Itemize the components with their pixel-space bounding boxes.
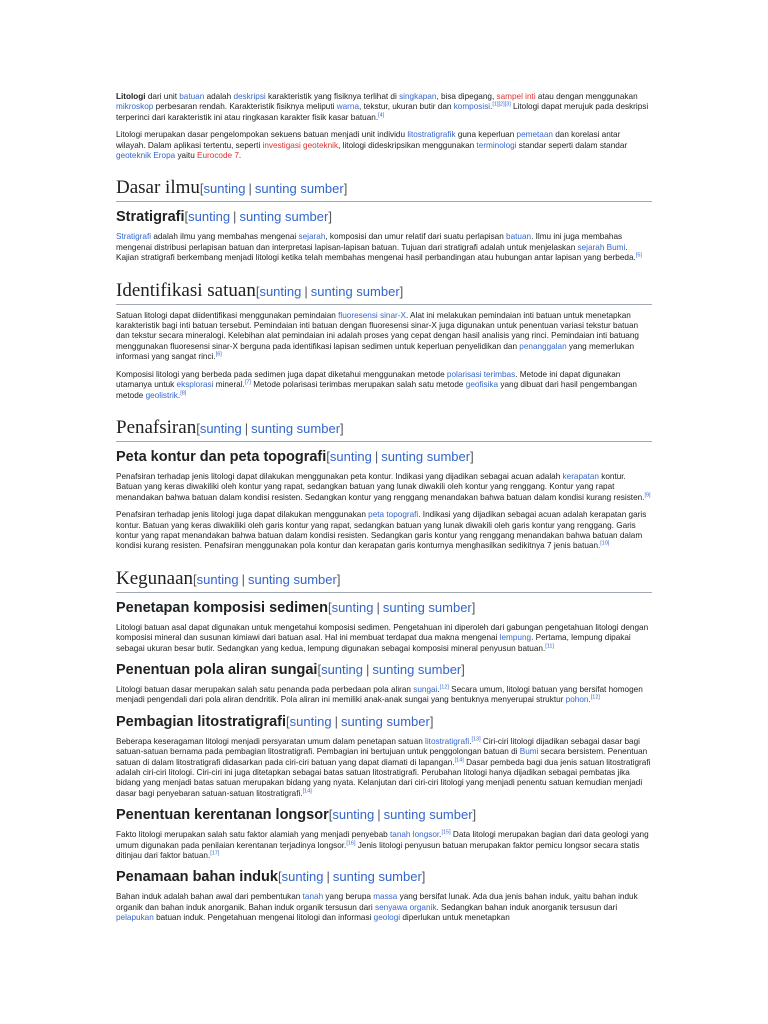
kerentanan-longsor-paragraph	[116, 830, 652, 861]
separator: |	[326, 869, 330, 885]
link-singkapan[interactable]: singkapan	[399, 92, 437, 101]
heading-text: Penafsiran	[116, 416, 197, 438]
bracket: ]	[471, 599, 476, 615]
edit-links	[317, 662, 464, 677]
heading-text: Identifikasi satuan	[116, 279, 256, 301]
separator: |	[334, 713, 338, 729]
bracket: ]	[429, 713, 434, 729]
reference-link[interactable]: [10]	[600, 540, 610, 547]
reference-link[interactable]: [7]	[244, 379, 251, 386]
link-batuan[interactable]: batuan	[506, 232, 532, 242]
text: , tekstur, ukuran butir dan	[359, 102, 454, 112]
penafsiran-paragraph-1	[116, 472, 652, 503]
text: Penafsiran terhadap jenis litologi juga dapat dilakukan menggunakan	[116, 510, 369, 520]
heading-text: Stratigrafi	[116, 209, 185, 226]
reference-link[interactable]: [17]	[210, 850, 220, 857]
text: .	[238, 151, 242, 161]
subsection-heading-pola-aliran-sungai	[116, 661, 652, 679]
edit-button[interactable]: sunting	[321, 661, 363, 677]
link-investigasi-geoteknik[interactable]: investigasi geoteknik	[262, 140, 339, 150]
text: adalah	[204, 92, 234, 101]
link-pohon[interactable]: pohon	[565, 695, 589, 705]
edit-button[interactable]: sunting	[188, 209, 231, 225]
link-stratigrafi[interactable]: Stratigrafi	[116, 232, 152, 242]
edit-source-button[interactable]: sunting sumber	[239, 209, 329, 225]
text: Metode polarisasi terimbas merupakan salah satu metode	[250, 380, 466, 390]
link-eksplorasi[interactable]: eksplorasi	[176, 380, 214, 390]
bracket: ]	[472, 807, 477, 823]
reference-link[interactable]: [9]	[644, 491, 651, 498]
text: yaitu	[175, 151, 198, 161]
section-heading-identifikasi-satuan	[116, 280, 652, 305]
text: Jenis litologi penyusun batuan merupakan faktor pemicu longsor secara statis ditinjau dari faktor batuan.	[116, 840, 640, 861]
text: batuan induk. Pengetahuan mengenai litologi dan informasi	[153, 913, 374, 923]
bracket: ]	[343, 181, 348, 197]
link-komposisi[interactable]: komposisi	[453, 102, 491, 112]
heading-text: Penentuan pola aliran sungai	[116, 661, 318, 678]
link-kerapatan[interactable]: kerapatan	[562, 471, 599, 481]
separator: |	[304, 283, 308, 299]
link-senyawa-organik[interactable]: senyawa organik	[375, 902, 437, 912]
section-heading-dasar-ilmu	[116, 177, 652, 202]
text: Beberapa keseragaman litologi menjadi persyaratan umum dalam penetapan satuan	[116, 736, 426, 746]
separator: |	[377, 807, 381, 823]
link-pemetaan[interactable]: pemetaan	[516, 130, 553, 140]
reference-link[interactable]: [8]	[180, 389, 187, 396]
text: Satuan litologi dapat diidentifikasi menggunakan pemindaian	[116, 310, 339, 320]
text: . Kajian stratigrafi berkembang menjadi litologi ketika telah membahas mengenai hasil perbandingan atau hubungan antar lapisan yang berbeda.	[116, 242, 636, 263]
bracket: ]	[470, 448, 474, 464]
edit-source-button[interactable]: sunting sumber	[340, 713, 430, 729]
reference-link[interactable]: [12]	[590, 694, 600, 701]
identifikasi-paragraph-2	[116, 370, 652, 401]
bracket: ]	[461, 661, 465, 677]
edit-source-button[interactable]: sunting sumber	[310, 283, 400, 299]
edit-button[interactable]: sunting	[332, 807, 375, 823]
separator: |	[248, 181, 252, 197]
edit-links	[200, 181, 347, 196]
text: .	[490, 102, 493, 112]
text: Litologi merupakan dasar pengelompokan sekuens batuan menjadi unit individu	[116, 130, 408, 140]
identifikasi-paragraph-1	[116, 311, 652, 363]
bracket: ]	[399, 283, 404, 299]
reference-link[interactable]: [4]	[378, 112, 385, 119]
text: kontur. Batuan yang keras diwakiliki oleh kontur yang rapat, sedangkan batuan yang lunak diwakili oleh kontur yang renggang. Kontur yang rapat menandakan bahwa batuan dalam kondisi resisten. Sedangkan kontur yang renggang menandakan bahwa batuan dalam kondisi kurang resisten.	[116, 471, 645, 502]
reference-link[interactable]: [14]	[302, 788, 312, 795]
reference-link[interactable]: [14]	[454, 756, 464, 763]
bracket: [	[255, 283, 260, 299]
edit-button[interactable]: sunting	[331, 599, 374, 615]
text: .	[588, 695, 591, 705]
edit-links	[185, 209, 332, 224]
text: karakteristik yang fisiknya terlihat di	[265, 92, 400, 101]
section-heading-kegunaan	[116, 568, 652, 593]
text: Fakto litologi merupakan salah satu faktor alamiah yang menjadi penyebab	[116, 830, 390, 840]
text: Penafsiran terhadap jenis litologi dapat dilakukan menggunakan peta kontur. Indikasi yang dijadikan sebagai acuan adalah	[116, 471, 563, 481]
bracket: ]	[421, 869, 426, 885]
text: .	[439, 830, 442, 840]
text: . Alat ini melakukan pemindaian inti batuan untuk menetapkan karakteristik bagi inti batuan tersebut. Pemindaian inti batuan dengan fluoresensi sinar-X juga digunakan untuk penentuan variasi tekstur batuan dan tekstur secara mineralogi. Kelebihan alat pemindaian ini adalah proses yang cepat dengan hasil analisis yang rinci. Pemindaian inti batuang menggunakan fluoresensi sinar-X berguna pada identifikasi lapisan sedimen untuk keperluan penyelidikan dan	[116, 310, 639, 351]
link-sejarah[interactable]: sejarah	[298, 232, 326, 242]
text: yang berupa	[323, 892, 374, 902]
edit-button[interactable]: sunting	[199, 420, 242, 436]
subsection-heading-litostratigrafi	[116, 713, 652, 731]
bracket: [	[328, 807, 333, 823]
edit-links	[196, 421, 343, 436]
edit-links	[256, 284, 403, 299]
edit-links	[193, 572, 340, 587]
text: yang dibuat dari hasil pengembangan metode	[116, 380, 637, 400]
edit-source-button[interactable]: sunting sumber	[383, 807, 473, 823]
litostratigrafi-paragraph	[116, 737, 652, 799]
bracket: [	[277, 869, 282, 885]
heading-text: Penentuan kerentanan longsor	[116, 807, 329, 824]
bracket: [	[286, 713, 290, 729]
text: , bisa dipegang,	[436, 92, 497, 101]
komposisi-sedimen-paragraph	[116, 623, 652, 654]
reference-link[interactable]: [16]	[346, 839, 356, 846]
link-tanah[interactable]: tanah	[302, 892, 324, 902]
link-lempung[interactable]: lempung	[499, 633, 532, 643]
subsection-heading-komposisi-sedimen	[116, 599, 652, 617]
edit-source-button[interactable]: sunting sumber	[247, 571, 337, 587]
link-geofisika[interactable]: geofisika	[465, 380, 499, 390]
link-litostratigrafik[interactable]: litostratigrafik	[407, 130, 456, 140]
text: . Ilmu ini juga membahas mengenai distribusi perlapisan batuan dan interpretasi lapisan-lapisan batuan. Tujuan dari stratigrafi adalah untuk menjelaskan	[116, 232, 623, 252]
edit-source-button[interactable]: sunting sumber	[372, 661, 462, 677]
separator: |	[365, 661, 370, 677]
text: perbesaran rendah. Karakteristik fisiknya meliputi	[153, 102, 337, 112]
link-mikroskop[interactable]: mikroskop	[116, 102, 154, 112]
reference-link[interactable]: [1][2][3]	[492, 101, 511, 108]
text: Data litologi merupakan bagian dari data geologi yang umum digunakan pada penilaian kerentanan terjadinya longsor.	[116, 830, 649, 850]
text: .	[437, 684, 440, 694]
text: yang memerlukan informasi yang sangat rinci.	[116, 341, 634, 362]
link-massa[interactable]: massa	[373, 892, 398, 902]
link-penanggalan[interactable]: penanggalan	[519, 341, 567, 351]
separator: |	[241, 571, 245, 587]
link-deskripsi[interactable]: deskripsi	[233, 92, 266, 101]
text: . Metode ini dapat digunakan utamanya untuk	[116, 369, 621, 390]
bracket: [	[184, 209, 189, 225]
separator: |	[374, 448, 379, 464]
intro-paragraph-1	[116, 92, 652, 123]
bracket: [	[199, 181, 204, 197]
heading-text: Peta kontur dan peta topografi	[116, 448, 327, 465]
bahan-induk-paragraph	[116, 892, 652, 923]
edit-links	[286, 714, 433, 729]
reference-link[interactable]: [12]	[439, 684, 449, 691]
reference-link[interactable]: [11]	[545, 642, 554, 649]
bracket: [	[326, 448, 330, 464]
link-bumi[interactable]: Bumi	[519, 747, 539, 757]
edit-links	[326, 449, 473, 464]
link-eurocode-7[interactable]: Eurocode 7	[197, 151, 239, 161]
bracket: ]	[340, 420, 344, 436]
text: Litologi dapat merujuk pada deskripsi terperinci dari karakteristik ini atau ringkasan karakter fisik kasar batuan.	[116, 102, 649, 122]
text: dan korelasi antar wilayah. Dalam aplikasi tertentu, seperti	[116, 130, 621, 150]
subsection-heading-bahan-induk	[116, 868, 652, 886]
separator: |	[376, 599, 380, 615]
text: . Pertama, lempung dipakai sebagai ukuran besar butir. Sedangkan yang kedua, lempung digunakan sebagai komposisi mineral penyusun batuan.	[116, 633, 631, 653]
link-geoteknik-eropa[interactable]: geoteknik Eropa	[116, 151, 176, 161]
text: Litologi batuan dasar merupakan salah satu penanda pada perbedaan pola aliran	[116, 684, 414, 694]
text: guna keperluan	[455, 130, 517, 140]
edit-button[interactable]: sunting	[203, 181, 246, 197]
bracket: [	[193, 571, 197, 587]
edit-links	[278, 869, 425, 884]
bracket: [	[317, 661, 322, 677]
section-heading-penafsiran	[116, 417, 652, 442]
reference-link[interactable]: [5]	[635, 252, 642, 259]
text: dari unit	[145, 92, 180, 101]
text: adalah ilmu yang membahas mengenai	[151, 232, 299, 242]
link-geolistrik[interactable]: geolistrik	[145, 390, 178, 400]
link-peta-topografi[interactable]: peta topografi	[368, 510, 419, 520]
text: mineral.	[213, 380, 245, 390]
heading-text: Kegunaan	[116, 567, 194, 589]
pola-aliran-paragraph	[116, 685, 652, 706]
edit-source-button[interactable]: sunting sumber	[254, 181, 344, 197]
edit-button[interactable]: sunting	[196, 571, 239, 587]
article-subject: Litologi	[116, 92, 146, 101]
text: standar seperti dalam standar	[516, 140, 628, 150]
link-sungai[interactable]: sungai	[413, 684, 438, 694]
text: diperlukan untuk menetapkan	[400, 913, 510, 923]
edit-source-button[interactable]: sunting sumber	[381, 448, 471, 464]
edit-button[interactable]: sunting	[329, 448, 372, 464]
text: . Indikasi yang dijadikan sebagai acuan adalah kerapatan garis kontur. Batuan yang keras diwakiliki oleh garis kontur yang rapat, sedangkan batuan yang lunak diwakili oleh garis kontur yang renggang. Garis kontur yang rapat menandakan bahwa batuan dalam kondisi resisten. Sedangkan garis kontur yang renggang menandakan bahwa batuan dalam kondisi kurang resisten. Penafsiran menggunakan pola kontur dan kerapatan garis konturnya menghasilkan sedikitnya 7 jenis batuan.	[116, 510, 647, 551]
reference-link[interactable]: [6]	[215, 351, 222, 358]
link-polarisasi-terimbas[interactable]: polarisasi terimbas	[446, 369, 516, 379]
text: atau dengan menggunakan	[535, 92, 638, 101]
bracket: ]	[328, 209, 332, 225]
penafsiran-paragraph-2	[116, 510, 652, 552]
link-batuan[interactable]: batuan	[179, 92, 205, 101]
text: Litologi batuan asal dapat digunakan untuk mengetahui komposisi sedimen. Pengetahuan ini diperoleh dari gabungan pengetahuan litologi dengan komposisi mineral dan susunan kimiawi dari batuan asal. Hal ini membuat terdapat dua makna mengenai	[116, 622, 649, 643]
link-tanah-longsor[interactable]: tanah longsor	[390, 830, 440, 840]
subsection-heading-stratigrafi	[116, 208, 652, 226]
edit-links	[328, 600, 475, 615]
link-pelapukan[interactable]: pelapukan	[116, 913, 154, 923]
text: Komposisi litologi yang berbeda pada sedimen juga dapat diketahui menggunakan metode	[116, 369, 447, 379]
edit-button[interactable]: sunting	[281, 869, 324, 885]
intro-paragraph-2	[116, 130, 652, 161]
edit-source-button[interactable]: sunting sumber	[332, 869, 422, 885]
text: .	[177, 390, 181, 400]
text: secara bersistem. Penentuan satuan di dalam litostratigrafi didasarkan pada ciri-ciri batuan yang dapat diamati di lapangan.	[116, 747, 648, 767]
heading-text: Pembagian litostratigrafi	[116, 713, 287, 730]
text: yang bersifat lunak. Ada dua jenis bahan induk, yaitu bahan induk organik dan bahan induk anorganik. Bahan induk organik tersusun dari	[116, 892, 638, 912]
link-sejarah-bumi[interactable]: sejarah Bumi	[577, 242, 626, 252]
separator: |	[244, 420, 249, 436]
edit-button[interactable]: sunting	[289, 713, 332, 729]
bracket: [	[196, 420, 200, 436]
subsection-heading-kerentanan-longsor	[116, 806, 652, 824]
edit-links	[329, 807, 476, 822]
link-fluoresensi-sinar-x[interactable]: fluoresensi sinar-X	[338, 310, 406, 320]
reference-link[interactable]: [15]	[441, 829, 451, 836]
text: .	[469, 736, 472, 746]
text: , komposisi dan umur relatif dari suatu perlapisan	[325, 232, 507, 242]
bracket: [	[327, 599, 332, 615]
link-geologi[interactable]: geologi	[373, 913, 401, 923]
text: Bahan induk adalah bahan awal dari pembentukan	[116, 892, 303, 902]
heading-text: Penetapan komposisi sedimen	[116, 599, 328, 616]
edit-source-button[interactable]: sunting sumber	[382, 599, 472, 615]
edit-source-button[interactable]: sunting sumber	[251, 420, 341, 436]
article-body	[116, 92, 652, 931]
link-terminologi[interactable]: terminologi	[476, 140, 517, 150]
link-warna[interactable]: warna	[336, 102, 360, 112]
text: , litologi dideskripsikan menggunakan	[338, 140, 477, 150]
heading-text: Dasar ilmu	[116, 177, 200, 199]
separator: |	[233, 209, 237, 225]
text: Secara umum, litologi batuan yang bersifat homogen menjadi pengendali dari pola aliran dendritik. Pola aliran ini memiliki anak-anak sungai yang bentuknya menyerupai struktur	[116, 684, 643, 705]
text: Dasar pembeda bagi dua jenis satuan litostratigrafi adalah ciri-ciri litologi. Ciri-ciri ini juga ditetapkan sebagai batas satuan litostratigrafi. Perubahan litologi hanya dijadikan sebagai pembatas jika bidang yang menjadi batas satuan merupakan bidang yang nyata. Kelanjutan dari ciri-ciri litologi yang menjadi penentu satuan kemudian menjadi dasar bagi penyebaran satuan-satuan litostratigrafi.	[116, 757, 651, 798]
link-litostratigrafi[interactable]: litostratigrafi	[425, 736, 470, 746]
edit-button[interactable]: sunting	[259, 283, 302, 299]
text: Ciri-ciri litologi dijadikan sebagai dasar bagi satuan-satuan bernama pada pembagian litostratigrafi. Pembagian ini bertujuan untuk penggolongan batuan di	[116, 736, 640, 757]
link-sampel-inti[interactable]: sampel inti	[496, 92, 536, 101]
text: . Sedangkan bahan induk anorganik tersusun dari	[436, 902, 618, 912]
subsection-heading-peta-kontur	[116, 448, 652, 466]
heading-text: Penamaan bahan induk	[116, 869, 278, 886]
stratigrafi-paragraph	[116, 232, 652, 263]
reference-link[interactable]: [13]	[471, 736, 481, 743]
bracket: ]	[336, 571, 341, 587]
